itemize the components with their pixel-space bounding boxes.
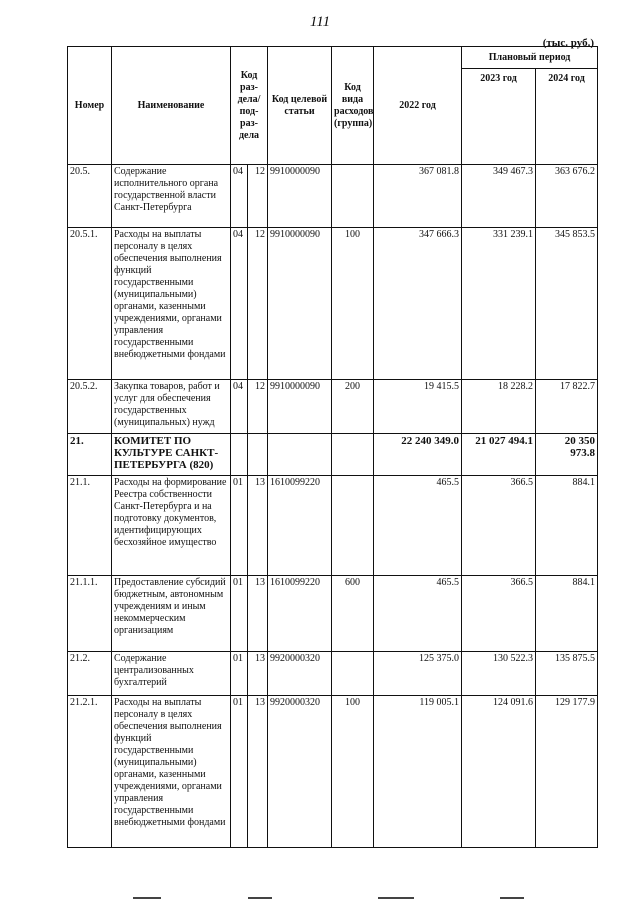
row-target: 9920000320 [268,652,332,696]
row-2022: 465.5 [374,576,462,652]
row-section: 04 [231,380,248,434]
table-row [68,228,598,380]
row-name: Расходы на выплаты персоналу в целях обеспечения выполнения функций государственными (муниципальными) органами, казенными учреждениями, органами управления государственными внебюджетными фондами [112,228,231,380]
row-section: 04 [231,165,248,228]
row-2023: 366.5 [462,476,536,576]
row-subsection: 13 [248,652,268,696]
row-target: 9920000320 [268,696,332,848]
scan-mark [248,897,272,899]
row-2024: 20 350 973.8 [536,434,598,476]
page-number: 111 [309,14,331,30]
table-row [68,576,598,652]
header-number: Номер [68,47,112,165]
row-subsection: 13 [248,476,268,576]
table-row [68,434,598,476]
row-expense [332,476,374,576]
row-2022: 119 005.1 [374,696,462,848]
row-name: Содержание исполнительного органа государственной власти Санкт-Петербурга [112,165,231,228]
header-target: Код целевой статьи [268,47,332,165]
row-2023: 21 027 494.1 [462,434,536,476]
row-section: 04 [231,228,248,380]
budget-table [67,46,598,848]
header-2023: 2023 год [462,69,536,165]
row-2022: 465.5 [374,476,462,576]
row-number: 21.2. [68,652,112,696]
row-expense [332,652,374,696]
row-subsection [248,434,268,476]
row-name: Содержание централизованных бухгалтерий [112,652,231,696]
row-name: Предоставление субсидий бюджетным, автономным учреждениям и иным некоммерческим организациям [112,576,231,652]
row-number: 20.5.1. [68,228,112,380]
row-section: 01 [231,696,248,848]
row-name: Закупка товаров, работ и услуг для обеспечения государственных (муниципальных) нужд [112,380,231,434]
scan-mark [133,897,161,899]
row-2024: 884.1 [536,576,598,652]
row-2024: 345 853.5 [536,228,598,380]
row-2022: 347 666.3 [374,228,462,380]
row-2023: 130 522.3 [462,652,536,696]
scan-mark [378,897,414,899]
units-label: (тыс. руб.) [542,37,594,49]
table-row [68,165,598,228]
row-2023: 18 228.2 [462,380,536,434]
row-section: 01 [231,652,248,696]
row-2024: 17 822.7 [536,380,598,434]
row-subsection: 12 [248,165,268,228]
table-row [68,380,598,434]
row-2024: 129 177.9 [536,696,598,848]
row-2023: 349 467.3 [462,165,536,228]
header-name: Наименование [112,47,231,165]
header-2024: 2024 год [536,69,598,165]
row-expense: 600 [332,576,374,652]
header-section: Код раз-дела/ под-раз-дела [231,47,268,165]
row-2024: 884.1 [536,476,598,576]
row-2024: 363 676.2 [536,165,598,228]
row-expense [332,165,374,228]
scan-mark [500,897,524,899]
row-name: КОМИТЕТ ПО КУЛЬТУРЕ САНКТ-ПЕТЕРБУРГА (820) [112,434,231,476]
table-row [68,652,598,696]
row-2023: 366.5 [462,576,536,652]
row-expense [332,434,374,476]
row-2022: 22 240 349.0 [374,434,462,476]
header-2022: 2022 год [374,47,462,165]
row-number: 20.5.2. [68,380,112,434]
row-2023: 124 091.6 [462,696,536,848]
row-name: Расходы на формирование Реестра собственности Санкт-Петербурга и на подготовку документов, идентифицирующих бесхозяйное имущество [112,476,231,576]
row-target: 9910000090 [268,380,332,434]
row-expense: 200 [332,380,374,434]
row-subsection: 12 [248,228,268,380]
row-section: 01 [231,476,248,576]
row-target [268,434,332,476]
row-2023: 331 239.1 [462,228,536,380]
row-subsection: 12 [248,380,268,434]
row-number: 21. [68,434,112,476]
row-subsection: 13 [248,696,268,848]
row-2022: 19 415.5 [374,380,462,434]
row-number: 21.1.1. [68,576,112,652]
row-target: 9910000090 [268,228,332,380]
row-2024: 135 875.5 [536,652,598,696]
row-section: 01 [231,576,248,652]
row-2022: 367 081.8 [374,165,462,228]
row-number: 21.2.1. [68,696,112,848]
row-target: 1610099220 [268,576,332,652]
row-2022: 125 375.0 [374,652,462,696]
row-section [231,434,248,476]
table-row [68,476,598,576]
row-target: 1610099220 [268,476,332,576]
header-expense: Код вида расходов (группа) [332,47,374,165]
row-expense: 100 [332,696,374,848]
table-row [68,696,598,848]
header-plan-period: Плановый период [462,47,598,69]
row-number: 20.5. [68,165,112,228]
row-number: 21.1. [68,476,112,576]
row-expense: 100 [332,228,374,380]
row-subsection: 13 [248,576,268,652]
row-name: Расходы на выплаты персоналу в целях обеспечения выполнения функций государственными (муниципальными) органами, казенными учреждениями, органами управления государственными внебюджетными фондами [112,696,231,848]
row-target: 9910000090 [268,165,332,228]
